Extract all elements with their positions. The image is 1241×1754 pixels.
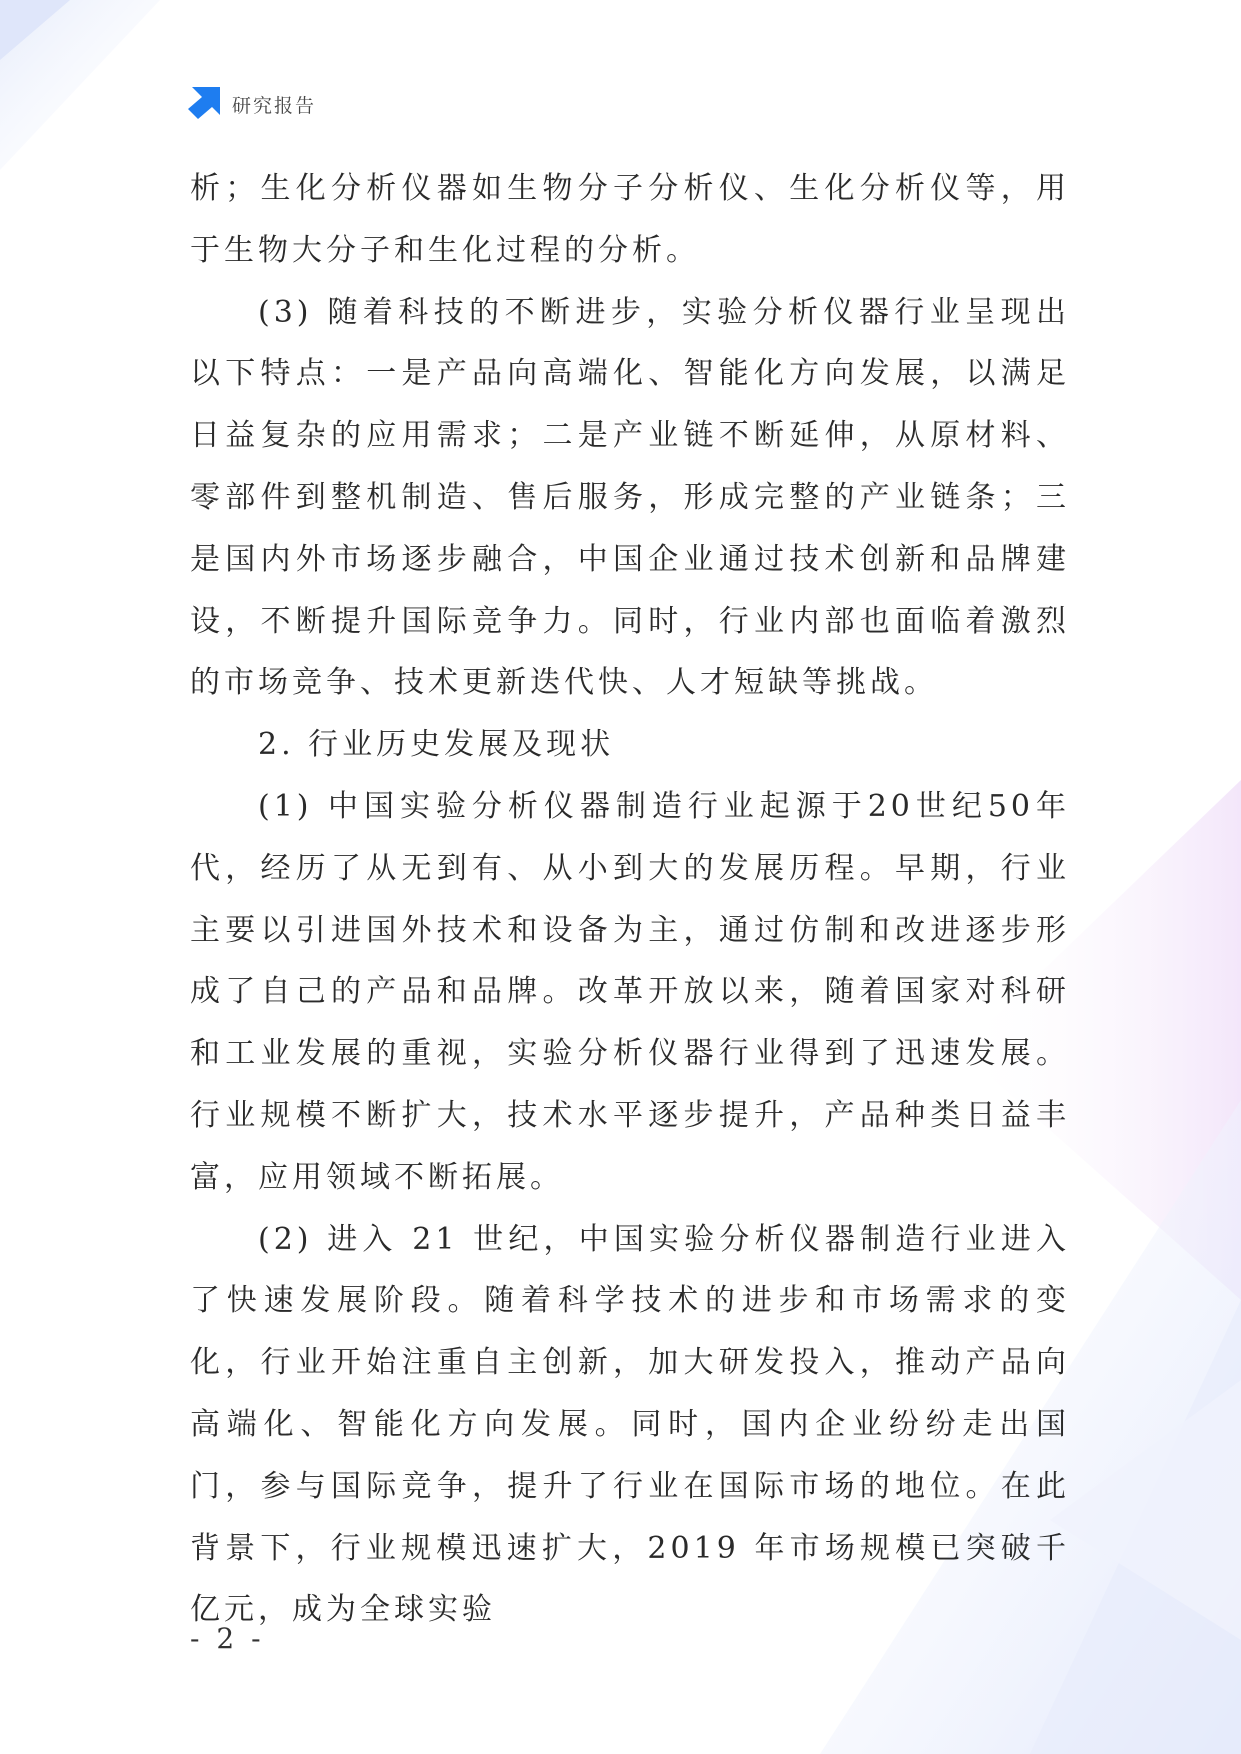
section-heading: 2. 行业历史发展及现状 (258, 727, 615, 763)
page-number: - 2 - (190, 1622, 265, 1655)
arrow-up-right-icon (188, 85, 222, 123)
paragraph-history-2: (2) 进入 21 世纪，中国实验分析仪器制造行业进入了快速发展阶段。随着科学技术的进步和市场需求的变化，行业开始注重自主创新，加大研发投入，推动产品向高端化、智能化方向发展。同时，国内企业纷纷走出国门，参与国际竞争，提升了行业在国际市场的地位。在此背景下，行业规模迅速扩大，2019 年市场规模已突破千亿元，成为全球实验 (190, 1221, 1070, 1628)
report-header (188, 86, 316, 122)
paragraph-history-1: (1) 中国实验分析仪器制造行业起源于20世纪50年代，经历了从无到有、从小到大的发展历程。早期，行业主要以引进国外技术和设备为主，通过仿制和改进逐步形成了自己的产品和品牌。改革开放以来，随着国家对科研和工业发展的重视，实验分析仪器行业得到了迅速发展。行业规模不断扩大，技术水平逐步提升，产品种类日益丰富，应用领域不断拓展。 (190, 788, 1070, 1195)
report-header-title: 研究报告 (232, 94, 317, 117)
paragraph-continuation: 析；生化分析仪器如生物分子分析仪、生化分析仪等，用于生物大分子和生化过程的分析。 (190, 171, 1070, 268)
document-body (190, 158, 1070, 1641)
paragraph-industry-features: (3) 随着科技的不断进步，实验分析仪器行业呈现出以下特点：一是产品向高端化、智能化方向发展，以满足日益复杂的应用需求；二是产业链不断延伸，从原材料、零部件到整机制造、售后服务，形成完整的产业链条；三是国内外市场逐步融合，中国企业通过技术创新和品牌建设，不断提升国际竞争力。同时，行业内部也面临着激烈的市场竞争、技术更新迭代快、人才短缺等挑战。 (190, 294, 1070, 701)
